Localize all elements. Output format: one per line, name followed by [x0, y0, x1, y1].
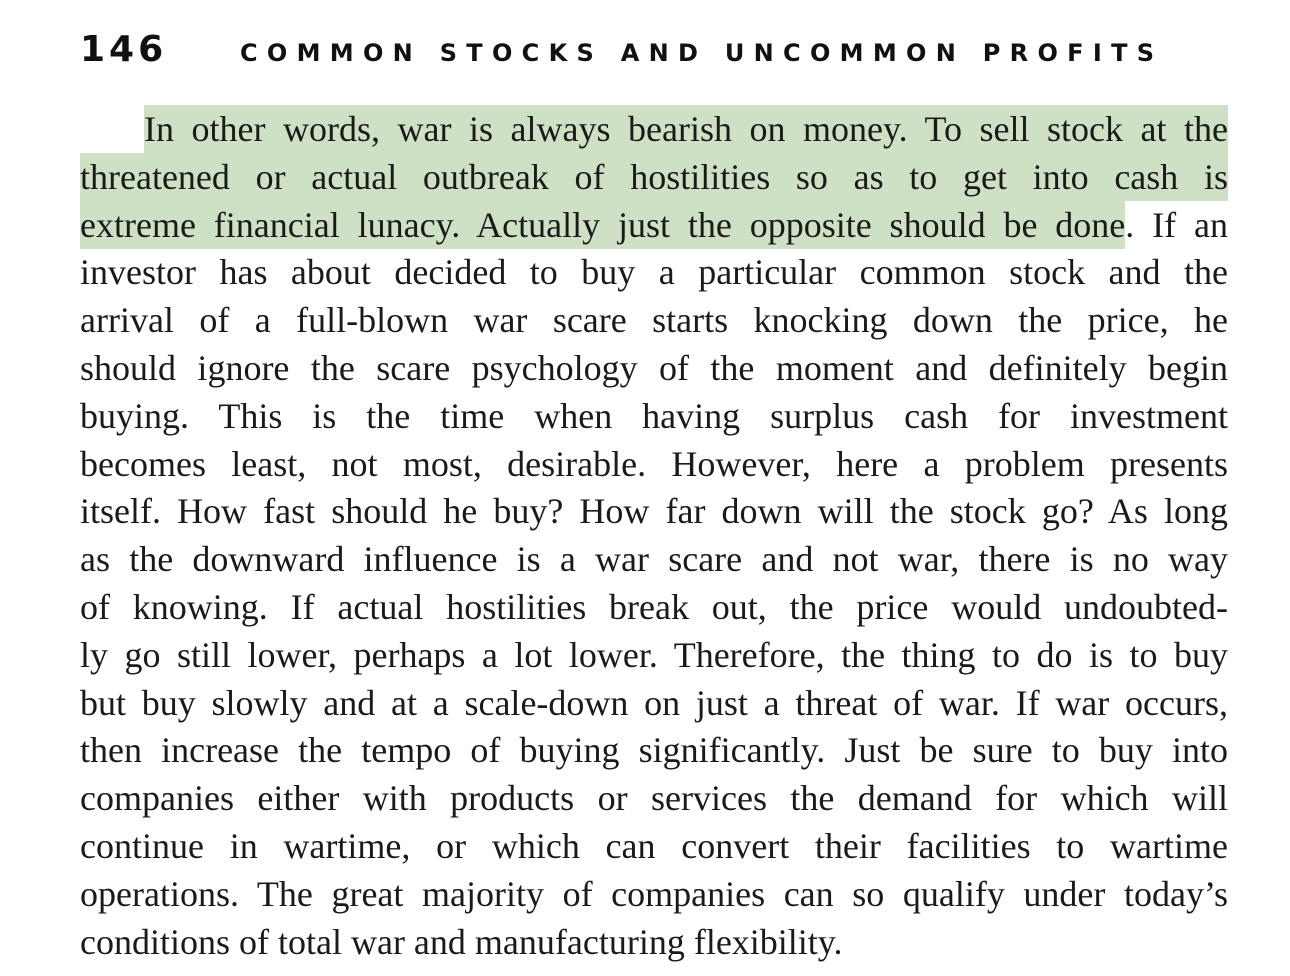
text-line: then increase the tempo of buying significantly. Just be sure to buy into: [80, 730, 1228, 771]
text-line: of knowing. If actual hostilities break out, the price would undoubted-: [80, 586, 1228, 627]
text-line: [80, 106, 1228, 154]
body-paragraph[interactable]: [80, 106, 1228, 966]
text-line: ly go still lower, perhaps a lot lower. Therefore, the thing to do is to buy: [80, 634, 1228, 675]
highlighted-text[interactable]: threatened or actual outbreak of hostilities so as to get into cash is: [80, 153, 1228, 201]
text-line: arrival of a full-blown war scare starts knocking down the price, he: [80, 300, 1228, 341]
text-line: investor has about decided to buy a particular common stock and the: [80, 252, 1228, 293]
text-line: becomes least, not most, desirable. However, here a problem presents: [80, 443, 1228, 484]
page-number: 146: [80, 29, 168, 70]
text-line: operations. The great majority of companies can so qualify under today’s: [80, 873, 1228, 914]
book-title: COMMON STOCKS AND UNCOMMON PROFITS: [240, 39, 1164, 67]
text-line: [80, 202, 1228, 250]
text-line: buying. This is the time when having surplus cash for investment: [80, 395, 1228, 436]
text-after-highlight: . If an: [1125, 204, 1228, 245]
highlighted-text[interactable]: extreme financial lunacy. Actually just the opposite should be done: [80, 201, 1125, 249]
text-line: but buy slowly and at a scale-down on just a threat of war. If war occurs,: [80, 682, 1228, 723]
text-line: continue in wartime, or which can convert their facilities to wartime: [80, 825, 1228, 866]
text-line: as the downward influence is a war scare and not war, there is no way: [80, 539, 1228, 580]
text-line: companies either with products or services the demand for which will: [80, 778, 1228, 819]
text-line: conditions of total war and manufacturing flexibility.: [80, 921, 843, 962]
text-line: itself. How fast should he buy? How far down will the stock go? As long: [80, 491, 1228, 532]
text-line: should ignore the scare psychology of the moment and definitely begin: [80, 347, 1228, 388]
text-line: [80, 154, 1228, 202]
running-head: [80, 30, 1230, 74]
highlighted-text[interactable]: In other words, war is always bearish on money. To sell stock at the: [144, 105, 1228, 153]
